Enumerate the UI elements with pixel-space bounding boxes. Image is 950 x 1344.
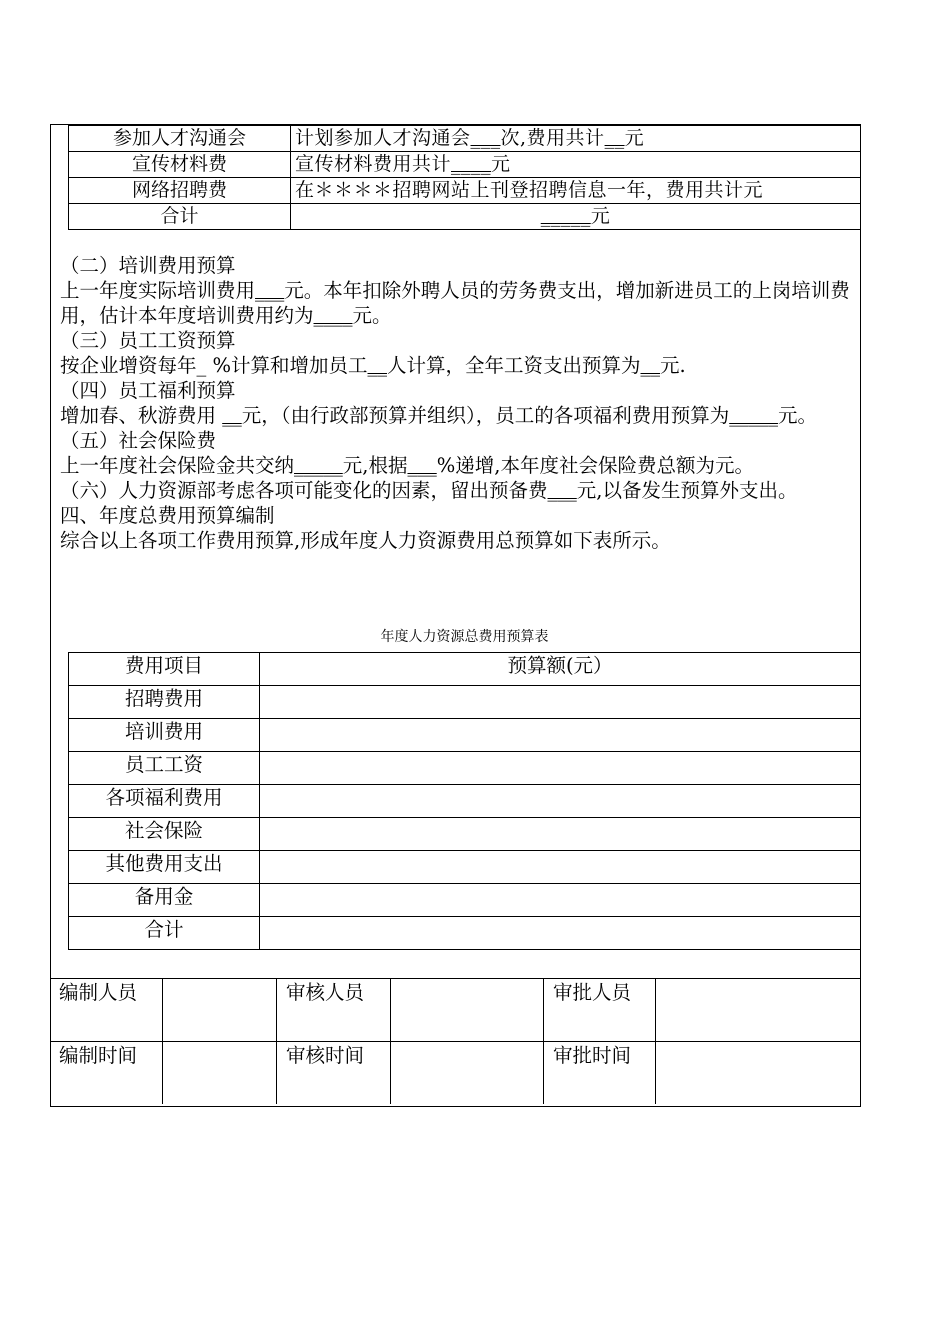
text: 元. [660,354,686,377]
prepared-by-field[interactable] [163,979,277,1042]
amount-cell[interactable] [260,917,861,950]
table-row [69,785,861,818]
table-row [69,818,861,851]
section-heading: （三）员工工资预算 [60,329,236,352]
amount-cell[interactable] [260,851,861,884]
blank-field: __ [222,404,242,427]
text: （六）人力资源部考虑各项可能变化的因素，留出预备费 [60,479,548,502]
paragraph [60,278,855,328]
table-row [69,752,861,785]
reviewed-by-label: 审核人员 [277,979,391,1042]
row-label: 合计 [69,917,260,950]
table-header-row [69,653,861,686]
reviewed-time-field[interactable] [391,1042,544,1105]
text: 按企业增资每年_ %计算和增加员工 [60,354,368,377]
text: 人计算，全年工资支出预算为 [386,354,641,377]
approval-row [50,1042,861,1105]
total-unit: 元 [590,205,611,227]
table-row [69,917,861,950]
prepared-time-label: 编制时间 [50,1042,163,1105]
row-label: 培训费用 [69,719,260,752]
row-label: 员工工资 [69,752,260,785]
text: 上一年度实际培训费用 [60,279,256,302]
blank-field: __ [640,354,660,377]
section-heading: （四）员工福利预算 [60,379,236,402]
blank-field: __ [367,354,387,377]
table-caption: 年度人力资源总费用预算表 [380,629,549,645]
table-row [69,851,861,884]
blank-field: _____ [540,205,591,227]
amount-cell[interactable] [260,719,861,752]
table-row [69,126,861,152]
blank-field: ____ [313,304,353,327]
text: 元，（由行政部预算并组织），员工的各项福利费用预算为 [241,404,730,427]
blank-field: _____ [729,404,778,427]
total-budget-table [68,652,861,950]
approved-time-field[interactable] [656,1042,862,1105]
desc-text: 元 [491,153,511,175]
amount-cell[interactable] [260,752,861,785]
approved-time-label: 审批时间 [544,1042,656,1105]
amount-cell[interactable] [260,884,861,917]
paragraph [60,403,855,428]
paragraph [60,478,855,503]
total-cell [291,204,861,230]
blank-field: _____ [294,454,343,477]
blank-field: ___ [470,127,501,149]
budget-body-text [60,253,855,553]
recruitment-cost-table [68,125,861,230]
blank-field: ___ [547,479,577,502]
approval-row [50,979,861,1042]
table-row [69,204,861,230]
approved-by-field[interactable] [656,979,862,1042]
desc-text: 次,费用共计 [500,127,605,149]
paragraph [60,453,855,478]
desc-text: 计划参加人才沟通会 [295,127,471,149]
desc-text: 宣传材料费用共计 [295,153,452,175]
row-label: 备用金 [69,884,260,917]
item-cell: 合计 [69,204,291,230]
table-row [69,178,861,204]
text: 元,以备发生预算外支出。 [576,479,798,502]
amount-cell[interactable] [260,785,861,818]
row-label: 社会保险 [69,818,260,851]
text: 上一年度社会保险金共交纳 [60,454,295,477]
table-row [69,719,861,752]
reviewed-by-field[interactable] [391,979,544,1042]
prepared-time-field[interactable] [163,1042,277,1105]
approved-by-label: 审批人员 [544,979,656,1042]
column-header: 预算额(元） [260,653,861,686]
section-heading: （五）社会保险费 [60,429,217,452]
amount-cell[interactable] [260,686,861,719]
item-cell: 宣传材料费 [69,152,291,178]
text: 元,根据 [342,454,408,477]
table-row [69,884,861,917]
item-cell: 参加人才沟通会 [69,126,291,152]
text: 增加春、秋游费用 [60,404,223,427]
text: 元。 [777,404,817,427]
text: 元。本年扣除外聘人员的劳务费支出，增加新进员工的上岗培训费用，估计本年度培训费用约为 [60,279,850,327]
blank-field: ___ [407,454,437,477]
item-cell: 网络招聘费 [69,178,291,204]
amount-cell[interactable] [260,818,861,851]
table-row [69,152,861,178]
section-heading: 四、年度总费用预算编制 [60,504,275,527]
blank-field: ___ [255,279,285,302]
desc-cell [291,152,861,178]
row-label: 招聘费用 [69,686,260,719]
column-header: 费用项目 [69,653,260,686]
prepared-by-label: 编制人员 [50,979,163,1042]
row-label: 各项福利费用 [69,785,260,818]
desc-cell: 在＊＊＊＊招聘网站上刊登招聘信息一年，费用共计元 [291,178,861,204]
paragraph [60,353,855,378]
text: %递增,本年度社会保险费总额为元。 [436,454,754,477]
blank-field: __ [604,127,625,149]
paragraph: 综合以上各项工作费用预算,形成年度人力资源费用总预算如下表所示。 [60,529,671,552]
approval-table [50,978,861,1104]
table-row [69,686,861,719]
section-heading: （二）培训费用预算 [60,254,236,277]
blank-field: ____ [451,153,492,175]
desc-cell [291,126,861,152]
text: 元。 [352,304,392,327]
reviewed-time-label: 审核时间 [277,1042,391,1105]
row-label: 其他费用支出 [69,851,260,884]
desc-text: 元 [624,127,645,149]
